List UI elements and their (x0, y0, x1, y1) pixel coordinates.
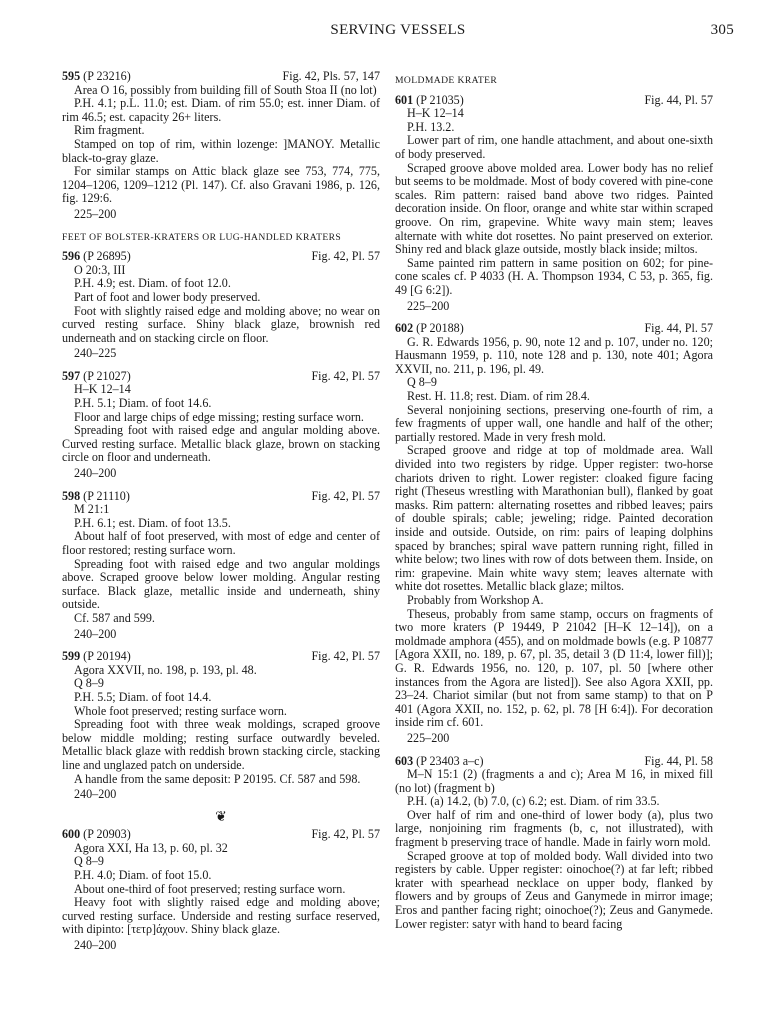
figure-references: Fig. 42, Pl. 57 (311, 249, 380, 264)
description: Spreading foot with raised edge and angular molding above. Curved resting surface. Metallic black glaze, brown on stacking circle on floor and underneath. (62, 423, 380, 465)
left-column (62, 70, 380, 962)
right-column (395, 70, 713, 940)
provenance: Q 8–9 (407, 375, 437, 390)
comparanda: Theseus, probably from same stamp, occurs on fragments of two more kraters (P 19449, P 21042 [H–K 12–14]), on a moldmade amphora (455), and on moldmade bowls (e.g. P 10877 [Agora XXII, no. 189, p. 67, pl. 35, detail 3 (D 11:4, lower fill)]; G. R. Edwards 1956, no. 120, p. 107, pl. 50 [where other instances from the Agora are listed]). See also Agora XXII, pp. 23–24. Chariot similar (but not from same stamp) to that on P 401 (Agora XXII, no. 152, p. 62, pl. 78 [H 6:4]). For decoration inside rim cf. 601. (395, 606, 713, 730)
catalogue-entry-598 (62, 490, 380, 642)
attribution: Probably from Workshop A. (407, 592, 544, 607)
catalogue-entry-600 (62, 828, 380, 952)
catalogue-entry-603 (395, 755, 713, 932)
dimensions: Rest. H. 11.8; rest. Diam. of rim 28.4. (407, 389, 590, 404)
provenance: M–N 15:1 (2) (fragments a and c); Area M 16, in mixed fill (no lot) (fragment b) (395, 767, 713, 795)
provenance: Q 8–9 (74, 676, 104, 691)
entry-number: 603 (395, 753, 414, 768)
catalogue-entry-595 (62, 70, 380, 222)
description: Foot with slightly raised edge and molding above; no wear on curved resting surface. Shiny black glaze, brownish red underneath and on stacking circle on floor. (62, 303, 380, 345)
comparanda: Same painted rim pattern in same position on 602; for pine-cone scales cf. P 4033 (H. A. Thompson 1934, C 53, p. 365, fig. 49 [G 6:2]). (395, 255, 713, 297)
comparanda: Cf. 587 and 599. (74, 610, 155, 625)
provenance: Q 8–9 (74, 854, 104, 869)
inventory-number: (P 26895) (83, 249, 131, 264)
inventory-number: (P 21027) (83, 368, 131, 383)
date-range: 240–225 (74, 346, 117, 361)
date-range: 240–200 (74, 466, 117, 481)
description: Scraped groove above molded area. Lower body has no relief but seems to be moldmade. Most of body covered with pine-cone scales. Rim pattern: raised band above two ridges. Painted decoration inside. On floor, orange and white star within scraped groove. On rim, grapevine. White wavy main stem; leaves alternate with white dot rosettes. No paint preserved on exterior. Shiny red and black glaze outside, mostly black inside; miltos. (395, 160, 713, 257)
date-range: 225–200 (407, 298, 450, 313)
running-title: SERVING VESSELS (330, 22, 466, 38)
figure-references: Fig. 42, Pl. 57 (311, 649, 380, 664)
dimensions: P.H. 4.0; Diam. of foot 15.0. (74, 868, 212, 883)
entry-number: 595 (62, 69, 81, 83)
figure-references: Fig. 44, Pl. 57 (644, 92, 713, 107)
condition: Whole foot preserved; resting surface worn. (74, 703, 287, 718)
condition: Several nonjoining sections, preserving one-fourth of rim, a few fragments of upper wall, one handle and half of the other; partially restored. Made in very fresh mold. (395, 402, 713, 444)
condition: Floor and large chips of edge missing; resting surface worn. (74, 409, 364, 424)
running-header (62, 22, 734, 44)
dimensions: P.H. (a) 14.2, (b) 7.0, (c) 6.2; est. Diam. of rim 33.5. (407, 794, 660, 809)
entry-number: 600 (62, 827, 81, 842)
dimensions: P.H. 4.1; p.L. 11.0; est. Diam. of rim 55.0; est. inner Diam. of rim 46.5; est. capacity 26+ liters. (62, 96, 380, 124)
inventory-number: (P 20194) (83, 649, 131, 664)
inventory-number: (P 20903) (83, 827, 131, 842)
condition: About half of foot preserved, with most of edge and center of floor restored; resting surface worn. (62, 529, 380, 557)
provenance: O 20:3, III (74, 262, 126, 277)
condition: About one-third of foot preserved; resting surface worn. (74, 881, 346, 896)
dimensions: P.H. 4.9; est. Diam. of foot 12.0. (74, 276, 231, 291)
provenance: H–K 12–14 (407, 106, 464, 121)
comparanda: A handle from the same deposit: P 20195. Cf. 587 and 598. (74, 771, 361, 786)
figure-references: Fig. 42, Pl. 57 (311, 488, 380, 503)
fleuron-ornament: ❦ (215, 809, 227, 825)
condition: Rim fragment. (74, 123, 145, 138)
inventory-number: (P 23216) (83, 69, 131, 83)
dimensions: P.H. 5.5; Diam. of foot 14.4. (74, 689, 212, 704)
figure-references: Fig. 42, Pls. 57, 147 (282, 69, 380, 83)
date-range: 225–200 (407, 730, 450, 745)
description: Spreading foot with three weak moldings, scraped groove below middle molding; resting surface outwardly beveled. Metallic black glaze with reddish brown stacking circle, stacking line and unglazed patch on underside. (62, 717, 380, 772)
catalogue-entry-597 (62, 370, 380, 481)
description: Spreading foot with raised edge and two angular moldings above. Scraped groove below lower molding. Angular resting surface. Black glaze, metallic inside and underneath, shiny outside. (62, 556, 380, 612)
figure-references: Fig. 44, Pl. 58 (644, 753, 713, 768)
condition: Lower part of rim, one handle attachment, and about one-sixth of body preserved. (395, 133, 713, 161)
page-number: 305 (710, 22, 734, 38)
description: Scraped groove and ridge at top of moldmade area. Wall divided into two registers by ridge. Upper register: two-horse chariots driven to right. Lower register: cloaked figure facing right (Theseus wrestling with Marathonian bull), flanked by goat masks. Rim pattern: alternating rosettes and ribbed leaves; pairs of double spirals; cable; jeweling; ridge. Painted decoration inside and outside. Outside, on rim: pairs of leaping dolphins spaced by branches; spiral wave pattern running right, filled in white below; two lines with row of dots between them. Inside, on rim: grapevine. Main white wavy stem; leaves alternate with white dot rosettes. Metallic black glaze; miltos. (395, 443, 713, 594)
catalogue-entry-601 (395, 94, 713, 314)
provenance: H–K 12–14 (74, 382, 131, 397)
figure-references: Fig. 42, Pl. 57 (311, 827, 380, 842)
dimensions: P.H. 5.1; Diam. of foot 14.6. (74, 396, 212, 411)
provenance: Area O 16, possibly from building fill of South Stoa II (no lot) (74, 82, 377, 97)
provenance: M 21:1 (74, 502, 110, 517)
entry-number: 599 (62, 649, 81, 664)
comparanda: For similar stamps on Attic black glaze see 753, 774, 775, 1204–1206, 1209–1212 (Pl. 147). Cf. also Gravani 1986, p. 126, fig. 129:6. (62, 164, 380, 206)
condition: Part of foot and lower body preserved. (74, 289, 261, 304)
description: Heavy foot with slightly raised edge and molding above; curved resting surface. Underside and resting surface reserved, with dipinto: [τετρ]άχουν. Shiny black glaze. (62, 895, 380, 937)
description: Stamped on top of rim, within lozenge: ]MANOY. Metallic black-to-gray glaze. (62, 136, 380, 165)
bibliography: Agora XXVII, no. 198, p. 193, pl. 48. (74, 662, 257, 677)
catalogue-entry-602 (395, 322, 713, 745)
bibliography: G. R. Edwards 1956, p. 90, note 12 and p. 107, under no. 120; Hausmann 1959, p. 110, note 128 and p. 130, note 401; Agora XXVII, no. 211, p. 196, pl. 49. (395, 334, 713, 376)
date-range: 225–200 (74, 206, 117, 221)
condition: Over half of rim and one-third of lower body (a), plus two large, nonjoining rim fragments (b, c, not illustrated), with fragment b preserving trace of handle. Made in fairly worn mold. (395, 807, 713, 850)
figure-references: Fig. 42, Pl. 57 (311, 368, 380, 383)
inventory-number: (P 20188) (416, 321, 464, 336)
date-range: 240–200 (74, 626, 117, 641)
entry-number: 596 (62, 249, 81, 264)
entry-number: 598 (62, 488, 81, 503)
dimensions: P.H. 6.1; est. Diam. of foot 13.5. (74, 515, 231, 530)
bibliography: Agora XXI, Ha 13, p. 60, pl. 32 (74, 840, 228, 855)
dimensions: P.H. 13.2. (407, 119, 455, 134)
entry-number: 601 (395, 92, 414, 107)
entry-number: 602 (395, 321, 414, 336)
entry-number: 597 (62, 368, 81, 383)
date-range: 240–200 (74, 787, 117, 802)
description: Scraped groove at top of molded body. Wall divided into two registers by cable. Upper register: oinochoe(?) at far left; ribbed krater with spearhead necklace on upper body, flanked by flowers and by groups of Zeus and Ganymede in mirror image; Eros and panther facing right; oinochoe(?); Zeus and Ganymede. Lower register: satyr with hand to beard facing (395, 848, 713, 931)
catalogue-entry-599 (62, 650, 380, 802)
date-range: 240–200 (74, 938, 117, 953)
section-heading-feet: FEET OF BOLSTER-KRATERS OR LUG-HANDLED KRATERS (62, 231, 342, 243)
section-heading-moldmade: MOLDMADE KRATER (395, 75, 498, 86)
inventory-number: (P 21110) (83, 488, 130, 503)
catalogue-entry-596 (62, 250, 380, 361)
inventory-number: (P 21035) (416, 92, 464, 107)
inventory-number: (P 23403 a–c) (416, 753, 484, 768)
figure-references: Fig. 44, Pl. 57 (644, 321, 713, 336)
